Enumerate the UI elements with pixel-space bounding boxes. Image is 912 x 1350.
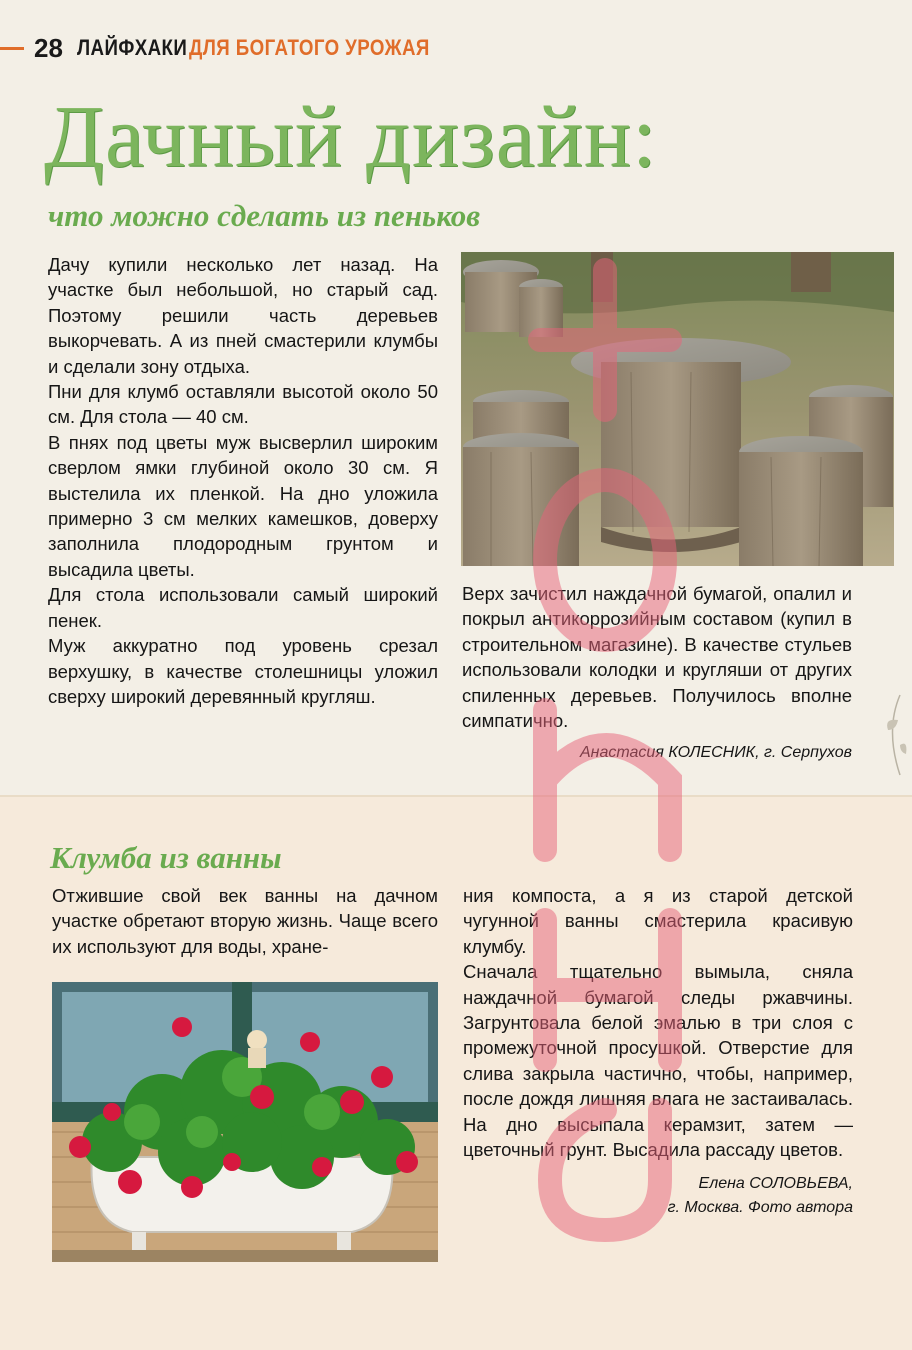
article-body-right xyxy=(463,883,853,1220)
paragraph: ния компоста, а я из старой детской чугунной ванны смастерила красивую клумбу. xyxy=(463,885,853,957)
section-divider xyxy=(0,795,912,797)
article-body-left xyxy=(48,252,438,709)
article-title: Дачный дизайн: xyxy=(44,89,658,186)
stump-furniture-photo xyxy=(461,252,894,566)
article-author: Анастасия КОЛЕСНИК, г. Серпухов xyxy=(580,744,852,762)
paragraph: В пнях под цветы муж высверлил широким сверлом ямки глубиной около 30 см. Я выстелила их пленкой. На дно уложила примерно 3 см мелких камешков, доверху заполнила плодородным грунтом и высадила цветы. xyxy=(48,431,438,580)
article-author: Елена СОЛОВЬЕВА, xyxy=(698,1175,853,1193)
paragraph: Верх зачистил наждачной бумагой, опалил и покрыл антикоррозийным составом (купил в строительном магазине). В качестве стульев использовали колодки и кругляши от других спиленных деревьев. Получилось вполне симпатично. xyxy=(462,583,852,732)
leaf-ornament-icon xyxy=(880,690,910,780)
article-body-right xyxy=(462,581,852,765)
article-body-left xyxy=(52,883,438,959)
paragraph: Дачу купили несколько лет назад. На участке был небольшой, но старый сад. Поэтому решили часть деревьев выкорчевать. А из пней смастерили клумбы и сделали зону отдыха. xyxy=(48,254,438,377)
header-dash xyxy=(0,47,24,50)
paragraph: Пни для клумб оставляли высотой около 50 см. Для стола — 40 см. xyxy=(48,381,438,428)
paragraph: Сначала тщательно вымыла, сняла наждачной бумагой следы ржавчины. Загрунтовала белой эмалью в три слоя с промежуточной просушкой. Отверстие для слива закрыла частично, чтобы, например, после дождя лишняя влага не застаивалась. На дно высыпала керамзит, затем — цветочный грунт. Высадила рассаду цветов. xyxy=(463,961,853,1161)
page-number: 28 xyxy=(34,32,63,63)
article-author-place: г. Москва. Фото автора xyxy=(667,1199,853,1217)
paragraph: Отжившие свой век ванны на дачном участке обретают вторую жизнь. Чаще всего их используют для воды, хране- xyxy=(52,885,438,957)
bathtub-flowerbed-photo xyxy=(52,982,438,1262)
paragraph: Муж аккуратно под уровень срезал верхушку, в качестве столешницы уложил сверху широкий деревянный кругляш. xyxy=(48,635,438,707)
page-header xyxy=(0,28,472,68)
section-label: ЛАЙФХАКИ xyxy=(76,35,188,60)
article-title: Клумба из ванны xyxy=(50,840,282,875)
paragraph: Для стола использовали самый широкий пенек. xyxy=(48,584,438,631)
article-subtitle: что можно сделать из пеньков xyxy=(48,198,481,233)
section-label-accent: ДЛЯ БОГАТОГО УРОЖАЯ xyxy=(188,35,430,60)
